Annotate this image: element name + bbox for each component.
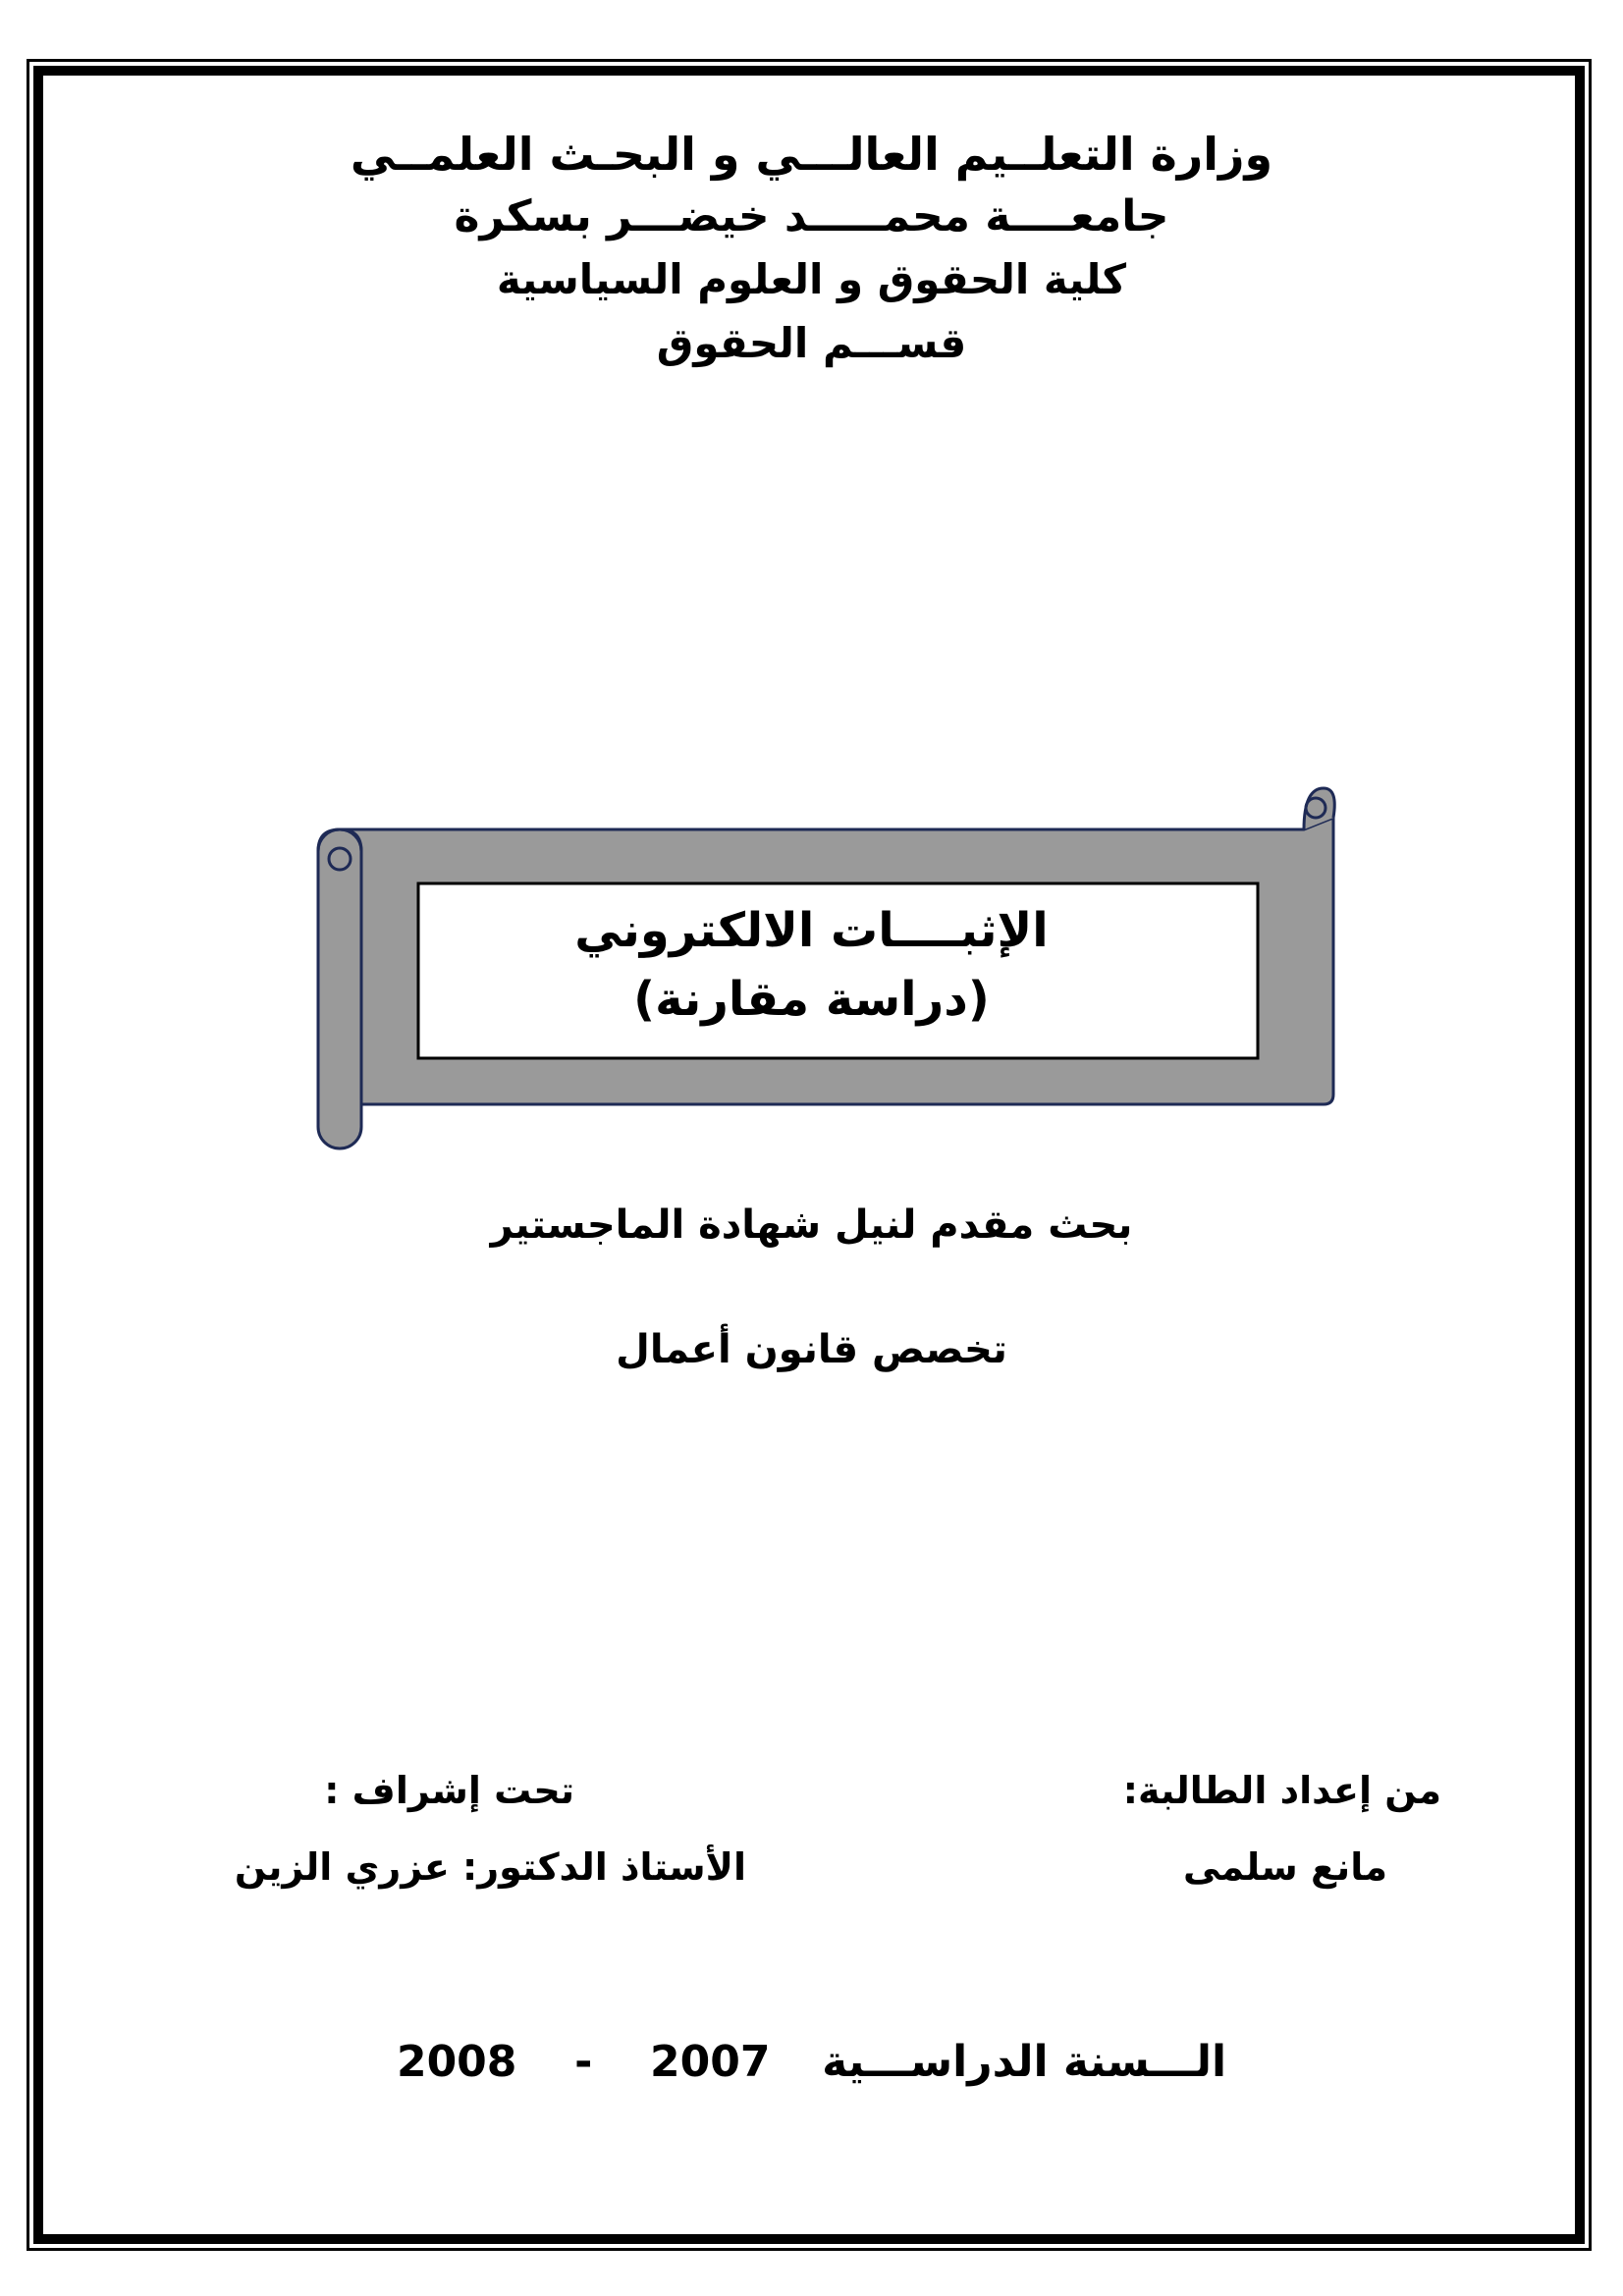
thesis-subtitle: (دراسة مقارنة) [633,972,990,1027]
thesis-title: الإثبــــات الالكتروني [574,903,1049,958]
supervisor-label: تحت إشراف : [324,1769,574,1812]
year-separator: - [574,2037,593,2087]
specialty-line: تخصص قانون أعمال [616,1327,1007,1372]
academic-year-label: الـــسنة الدراســـية [822,2037,1227,2087]
supervisor-name: الأستاذ الدكتور: عزري الزين [234,1845,746,1889]
university-title: جامعــــة محمـــــد خيضـــر بسكرة [454,191,1169,241]
student-name: مانع سلمى [1182,1845,1387,1889]
ministry-title: وزارة التعلــيم العالـــي و البحـث العلمــي [350,128,1273,181]
degree-line: بحث مقدم لنيل شهادة الماجستير [490,1202,1133,1248]
student-label: من إعداد الطالبة: [1122,1769,1441,1812]
year-end: 2008 [396,2037,517,2087]
academic-year [0,2037,1623,2087]
faculty-title: كلية الحقوق و العلوم السياسية [496,255,1127,303]
department-title: قســـم الحقوق [656,319,967,367]
year-start: 2007 [650,2037,771,2087]
